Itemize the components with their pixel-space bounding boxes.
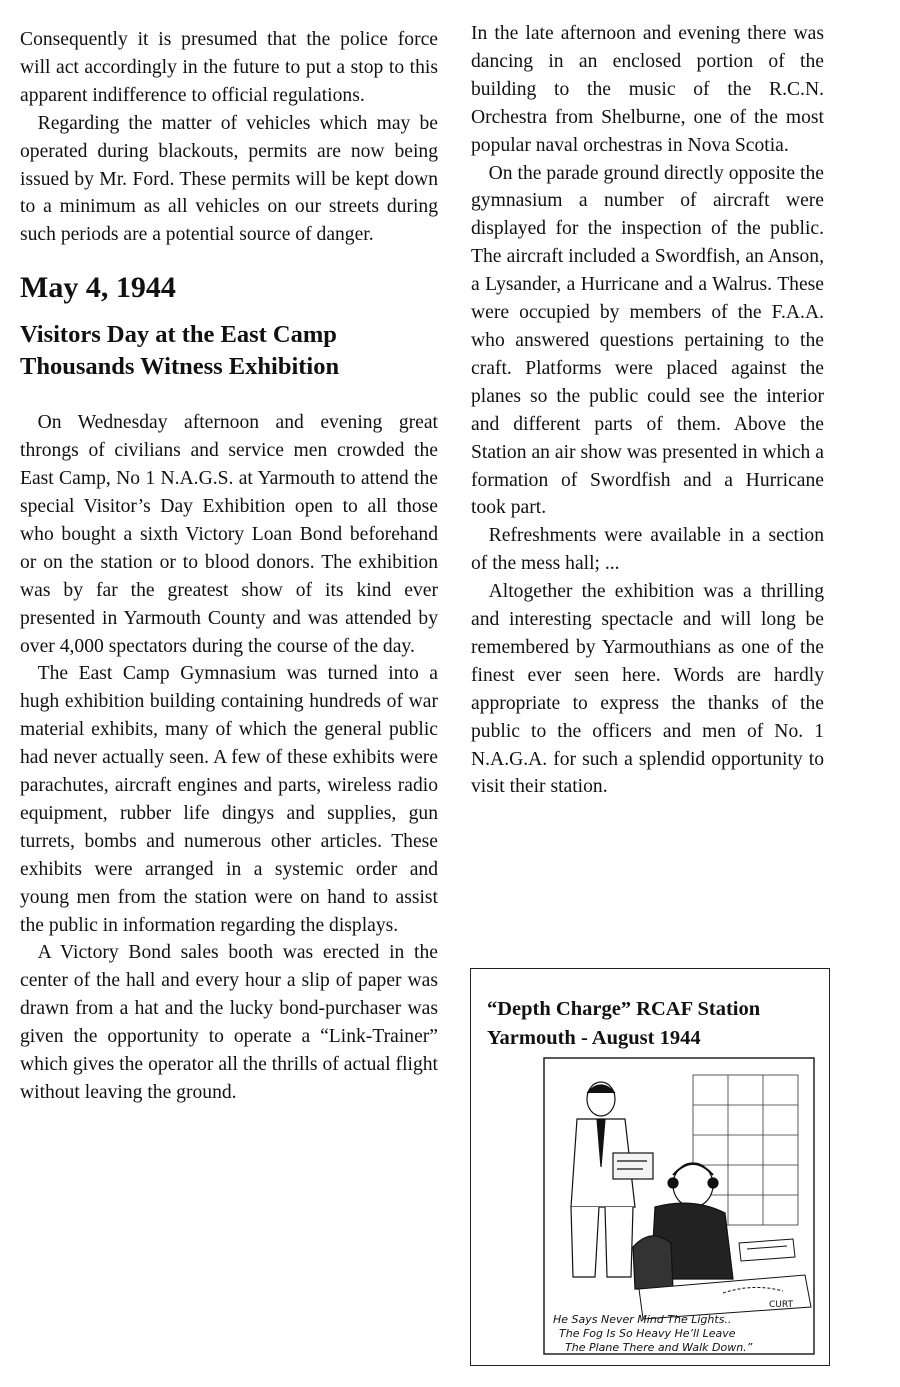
cartoon-title-line-1: “Depth Charge” RCAF Station — [487, 998, 761, 1020]
cartoon-panel — [470, 968, 830, 1366]
paragraph-aircraft-display: On the parade ground directly opposite the gymnasium a number of aircraft were displayed for the inspection of the public. The aircraft included a Swordfish, an Anson, a Lysander, a Hurricane and a Walrus. These were occupied by members of the F.A.A. who answered questions pertaining to the craft. Platforms were placed against the planes so the public could see the interior and different parts of them. Above the Station an air show was presented in which a formation of Swordfish and a Hurricane took part. — [471, 162, 824, 519]
paragraph-victory-bond: A Victory Bond sales booth was erected in the center of the hall and every hour a slip of paper was drawn from a hat and the lucky bond-purchaser was given the opportunity to operate a “Link-Trainer” which gives the operator all the thrills of actual flight without leaving the ground. — [20, 942, 438, 1103]
date-heading: May 4, 1944 — [20, 271, 176, 305]
caption-line-1: He Says Never Mind The Lights.. — [553, 1313, 732, 1326]
cartoonist-signature: CURT — [769, 1300, 793, 1310]
article-headline — [20, 319, 438, 383]
paragraph-refreshments: Refreshments were available in a section of the mess hall; ... — [471, 525, 824, 575]
caption-line-3: The Plane There and Walk Down.” — [565, 1341, 753, 1354]
paragraph-police-force: Consequently it is presumed that the police force will act accordingly in the future to put a stop to this apparent indifference to official regulations. — [20, 29, 438, 106]
paragraph-gymnasium: The East Camp Gymnasium was turned into a hugh exhibition building containing hundreds of war material exhibits, many of which the general public had never actually seen. A few of these exhibits were parachutes, aircraft engines and parts, wireless radio equipment, rubber life dingys and supplies, gun turrets, bombs and numerous other articles. These exhibits were arranged in a systemic order and young men from the station were on hand to assist the public in information regarding the displays. — [20, 663, 438, 936]
caption-line-2: The Fog Is So Heavy He’ll Leave — [559, 1327, 736, 1340]
left-column — [20, 26, 438, 1107]
paragraph-dancing: In the late afternoon and evening there was dancing in an enclosed portion of the building to the music of the R.C.N. Orchestra from Shelburne, one of the most popular naval orchestras in Nova Scotia. — [471, 23, 824, 156]
cartoon-title-line-2: Yarmouth - August 1944 — [487, 1027, 701, 1049]
cartoon-title — [487, 995, 760, 1053]
cartoon-caption — [553, 1313, 753, 1354]
cartoon-illustration — [543, 1057, 815, 1355]
headline-line-1: Visitors Day at the East Camp — [20, 321, 337, 349]
right-column — [471, 20, 824, 801]
paragraph-visitors-day: On Wednesday afternoon and evening great throngs of civilians and service men crowded the East Camp, No 1 N.A.G.S. at Yarmouth to attend the special Visitor’s Day Exhibition open to all those who bought a sixth Victory Loan Bond beforehand or on the station or to blood donors. The exhibition was by far the greatest show of its kind ever presented in Yarmouth County and was attended by over 4,000 spectators during the course of the day. — [20, 412, 438, 657]
paragraph-vehicle-permits: Regarding the matter of vehicles which may be operated during blackouts, permits are now being issued by Mr. Ford. These permits will be kept down to a minimum as all vehicles on our streets during such periods are a potential source of danger. — [20, 112, 438, 246]
headline-line-2: Thousands Witness Exhibition — [20, 353, 340, 381]
paragraph-conclusion: Altogether the exhibition was a thrilling and interesting spectacle and will long be remembered by Yarmouthians as one of the finest ever seen here. Words are hardly appropriate to express the thanks of the public to the officers and men of No. 1 N.A.G.A. for such a splendid opportunity to visit their station. — [471, 581, 824, 798]
